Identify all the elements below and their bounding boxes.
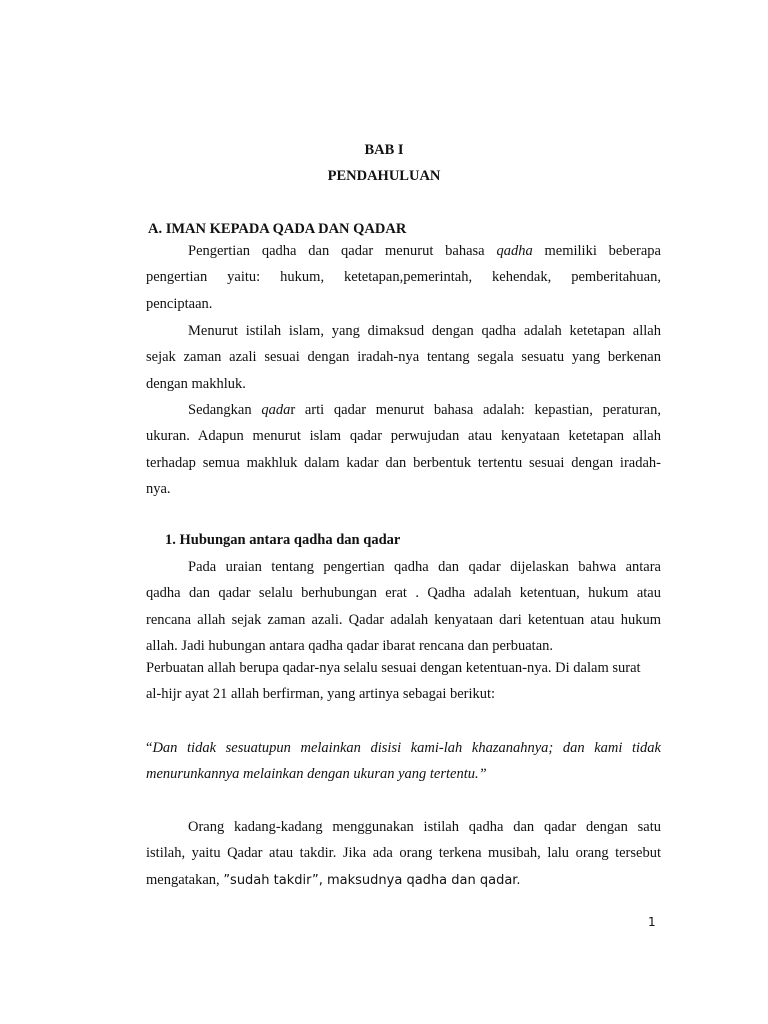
section-1-paragraph-3 [146,814,661,893]
text-line: qadha dan qadar selalu berhubungan erat . Qadha adalah ketentuan, hukum atau [146,585,661,602]
section-1-paragraph-2 [146,655,661,708]
text-line: ukuran. Adapun menurut islam qadar perwujudan atau kenyataan ketetapan allah [146,428,661,445]
text-line: “Dan tidak sesuatupun melainkan disisi kami-lah khazanahnya; dan kami tidak [146,740,661,756]
text-line: Sedangkan qadar arti qadar menurut bahasa adalah: kepastian, peraturan, [188,402,661,418]
text-line: rencana allah sejak zaman azali. Qadar adalah kenyataan dari ketentuan atau hukum [146,611,661,628]
text-line: Menurut istilah islam, yang dimaksud dengan qadha adalah ketetapan allah [188,323,661,339]
section-a-heading: A. IMAN KEPADA QADA DAN QADAR [148,221,407,237]
chapter-number: BAB I [364,142,404,158]
page-number: 1 [648,915,656,929]
text-line: Pada uraian tentang pengertian qadha dan qadar dijelaskan bahwa antara [188,559,661,575]
text-line: allah. Jadi hubungan antara qadha qadar ibarat rencana dan perbuatan. [146,637,554,654]
text-line: istilah, yaitu Qadar atau takdir. Jika ada orang terkena musibah, lalu orang tersebut [146,845,661,862]
text-line: menurunkannya melainkan dengan ukuran yang tertentu.” [146,766,487,783]
text-line: nya. [146,480,171,497]
text-line: dengan makhluk. [146,375,246,392]
section-1-paragraph-1 [146,554,661,659]
text-line: Pengertian qadha dan qadar menurut bahasa qadha memiliki beberapa [188,243,661,259]
text-line: Perbuatan allah berupa qadar-nya selalu sesuai dengan ketentuan-nya. Di dalam surat [146,660,641,676]
chapter-title: PENDAHULUAN [327,168,441,184]
text-line: pengertian yaitu: hukum, ketetapan,pemerintah, kehendak, pemberitahuan, [146,269,661,286]
section-a-paragraph-2 [146,318,661,397]
text-line: sejak zaman azali sesuai dengan iradah-nya tentang segala sesuatu yang berkenan [146,349,661,366]
text-line: terhadap semua makhluk dalam kadar dan berbentuk tertentu sesuai dengan iradah- [146,454,661,471]
quran-quote [146,735,661,788]
text-line: Orang kadang-kadang menggunakan istilah qadha dan qadar dengan satu [188,819,661,835]
text-line: penciptaan. [146,295,213,312]
section-a-paragraph-3 [146,397,661,502]
text-line: al-hijr ayat 21 allah berfirman, yang artinya sebagai berikut: [146,686,496,703]
section-a-paragraph-1 [146,238,661,317]
section-1-heading: 1. Hubungan antara qadha dan qadar [165,532,401,548]
text-line: mengatakan, ”sudah takdir”, maksudnya qadha dan qadar. [146,871,521,888]
